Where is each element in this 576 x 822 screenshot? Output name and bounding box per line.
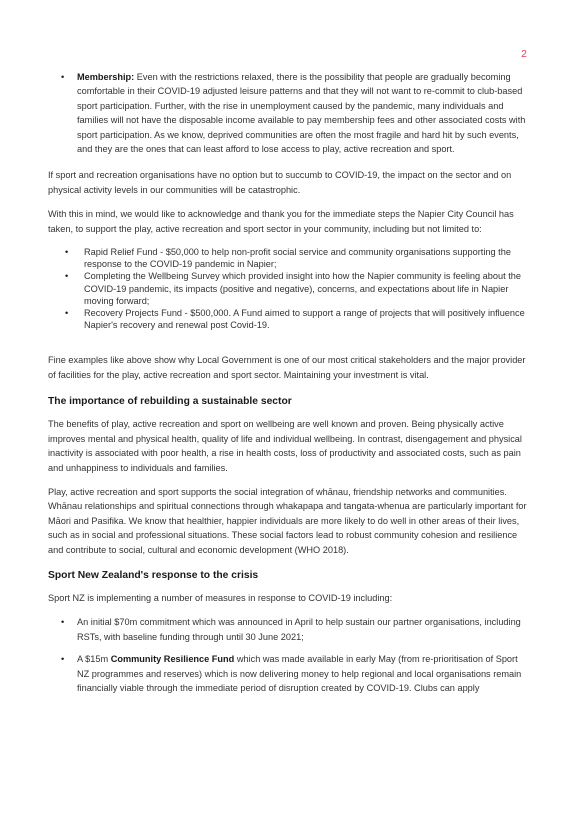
membership-list xyxy=(48,70,530,156)
membership-text: Even with the restrictions relaxed, there is the possibility that people are gradually becoming comfortable in their COVID-19 adjusted leisure patterns and that they will not want to re-commit to club-based sport participation. Further, with the rise in unemployment caused by the pandemic, many individuals and families will not have the disposable income available to pay membership fees and other associated costs with sport participation. As we know, deprived communities are often the most fragile and hard hit by such events, and they are the ones that can least afford to lose access to play, active recreation and sport. xyxy=(77,72,526,155)
list-item xyxy=(48,652,530,695)
membership-label: Membership: xyxy=(77,72,135,82)
list-item-text: A $15m xyxy=(77,654,111,665)
napier-initiatives-list xyxy=(48,246,530,331)
list-item xyxy=(48,70,530,156)
section-heading-sportnz: Sport New Zealand's response to the crisis xyxy=(48,569,259,581)
paragraph-impact: If sport and recreation organisations have no option but to succumb to COVID-19, the impact on the sector and on physical activity levels in our communities will be catastrophic. xyxy=(48,170,512,195)
page-number: 2 xyxy=(521,48,527,60)
paragraph-benefits: The benefits of play, active recreation and sport on wellbeing are well known and proven. Being physically active improves mental and physical health, quality of life and individual wellbeing. In contrast, disengagement and physical inactivity is associated with poor health, a rise in health costs, loss of productivity and associated costs, such as pain and unhappiness to individuals and families. xyxy=(48,419,522,473)
paragraph-sportnz-intro: Sport NZ is implementing a number of measures in response to COVID-19 including: xyxy=(48,592,393,603)
document-body xyxy=(48,70,530,703)
list-item: • An initial $70m commitment which was announced in April to help sustain our partner organisations, including RSTs, with baseline funding through until 30 June 2021; xyxy=(48,615,530,644)
paragraph-social-integration: Play, active recreation and sport supports the social integration of whānau, friendship networks and communities. Whānau relationships and spiritual connections through whakapapa and tangata-whenua are particularly important for Māori and Pasifika. We know that healthier, happier individuals are more likely to do well in other areas of their lives, such as in social and professional situations. These social factors lead to robust community cohesion and resilience and contribute to social, cultural and economic development (WHO 2018). xyxy=(48,486,527,555)
community-resilience-fund-name: Community Resilience Fund xyxy=(110,654,235,665)
section-heading-importance: The importance of rebuilding a sustainable sector xyxy=(48,396,292,408)
list-item-text: which was made available in early May (from re-prioritisation of Sport NZ programmes and reserves) which is now delivering money to help regional and local organisations remain financially viable through the immediate period of disruption created by COVID-19. Clubs can apply xyxy=(77,654,522,693)
list-item: • Completing the Wellbeing Survey which provided insight into how the Napier community is feeling about the COVID-19 pandemic, its impacts (positive and negative), concerns, and expectations about life in Napier moving forward; xyxy=(48,270,530,307)
paragraph-local-government: Fine examples like above show why Local Government is one of our most critical stakeholders and the major provider of facilities for the play, active recreation and sport sector. Maintaining your investment is vital. xyxy=(48,355,526,380)
paragraph-acknowledgement: With this in mind, we would like to acknowledge and thank you for the immediate steps the Napier City Council has taken, to support the play, active recreation and sport sector in your community, including but not limited to: xyxy=(48,209,514,234)
list-item: • Recovery Projects Fund - $500,000. A Fund aimed to support a range of projects that will positively influence Napier's recovery and renewal post Covid-19. xyxy=(48,307,530,331)
list-item: • Rapid Relief Fund - $50,000 to help non-profit social service and community organisations supporting the response to the COVID-19 pandemic in Napier; xyxy=(48,246,530,270)
sportnz-measures-list xyxy=(48,615,530,695)
